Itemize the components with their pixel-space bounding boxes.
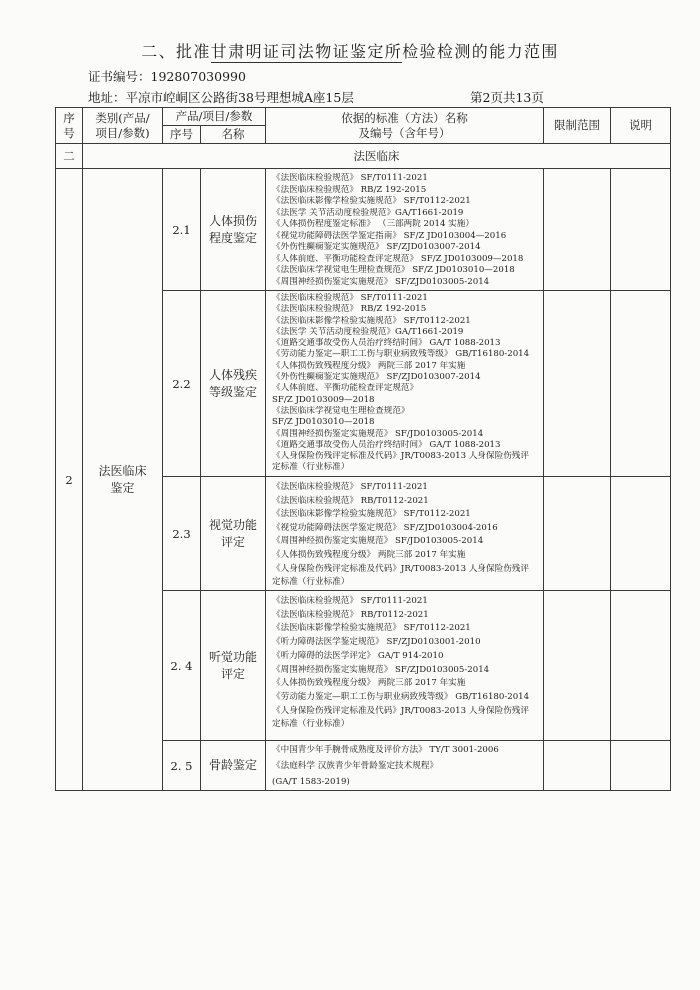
standard-line: 《法医临床检验规范》 RB/Z 192-2015 xyxy=(272,304,427,315)
standard-line: 《劳动能力鉴定—职工工伤与职业病致残等级》 GB/T16180-2014 xyxy=(272,349,530,360)
standard-line: 《人身保险伤残评定标准及代码》JR/T0083-2013 人身保险伤残评 xyxy=(272,705,529,716)
standard-line: 《人体前庭、平衡功能检查评定规范》 xyxy=(272,383,419,394)
note-cell xyxy=(611,169,671,291)
header-limit: 限制范围 xyxy=(544,108,611,144)
item-name: 骨龄鉴定 xyxy=(201,741,266,791)
standard-line: 《法医临床检验规范》 RB/T0112-2021 xyxy=(272,495,429,506)
standard-line: 《人体损伤致残程度分级》 两院三部 2017 年实施 xyxy=(272,678,466,689)
item-standards xyxy=(266,291,544,477)
header-row xyxy=(56,108,671,126)
limit-cell xyxy=(544,477,611,591)
standard-line: 《法医学 关节活动度检验规范》GA/T1661-2019 xyxy=(272,326,464,337)
item-name: 视觉功能评定 xyxy=(201,477,266,591)
header-product: 产品/项目/参数 xyxy=(163,108,266,126)
page-title xyxy=(0,39,700,62)
header-category-line: 项目/参数) xyxy=(95,125,150,140)
standard-line: (GA/T 1583-2019) xyxy=(272,777,350,787)
item-standards xyxy=(266,741,544,791)
standard-line: 《道路交通事故受伤人员治疗终结时间》 GA/T 1088-2013 xyxy=(272,439,501,450)
header-seq: 序号 xyxy=(56,108,83,144)
title-prefix: 二、批准 xyxy=(141,42,211,61)
standard-line: 定标准（行业标准） xyxy=(272,719,350,730)
header-product-seq: 序号 xyxy=(163,126,201,144)
header-standard-line: 依据的标准（方法）名称 xyxy=(341,110,468,125)
standard-line: SF/Z JD0103010—2018 xyxy=(272,417,375,428)
address: 地址：平凉市崆峒区公路街38号理想城A座15层 xyxy=(88,90,354,105)
item-standards xyxy=(266,169,544,291)
standard-line: 《周围神经损伤鉴定实施规范》 SF/ZJD0103005-2014 xyxy=(272,664,490,675)
standard-line: 《法庭科学 汉族青少年骨龄鉴定技术规程》 xyxy=(272,761,439,771)
item-seq: 2.2 xyxy=(163,291,201,477)
item-seq: 2. 5 xyxy=(163,741,201,791)
header-category xyxy=(83,108,163,144)
standard-line: 《法医临床影像学检验实施规范》 SF/T0112-2021 xyxy=(272,623,471,634)
title-suffix: 检验检测的能力范围 xyxy=(402,42,559,61)
item-standards xyxy=(266,591,544,741)
capability-scope-table xyxy=(55,107,671,791)
limit-cell xyxy=(544,291,611,477)
standard-line: 《人体损伤致残程度分级》 两院三部 2017 年实施 xyxy=(272,360,466,371)
certificate-number: 证书编号：192807030990 xyxy=(88,69,246,84)
note-cell xyxy=(611,591,671,741)
group-seq: 2 xyxy=(56,169,83,791)
group-category xyxy=(83,169,163,791)
standard-line: 《人身保险伤残评定标准及代码》JR/T0083-2013 人身保险伤残评 xyxy=(272,563,529,574)
section-title: 法医临床 xyxy=(83,144,671,169)
item-name: 人体残疾等级鉴定 xyxy=(201,291,266,477)
standard-line: 《中国青少年手腕骨成熟度及评价方法》 TY/T 3001-2006 xyxy=(272,745,499,755)
standard-line: 《法医学 关节活动度检验规范》GA/T1661-2019 xyxy=(272,207,464,218)
standard-line: 《周围神经损伤鉴定实施规范》 SF/ZJD0103005-2014 xyxy=(272,276,490,287)
standard-line: 《法医临床检验规范》 SF/T0111-2021 xyxy=(272,293,428,303)
group-category-label: 法医临床鉴定 xyxy=(98,463,147,495)
standard-line: 定标准（行业标准） xyxy=(272,577,350,588)
item-seq: 2. 4 xyxy=(163,591,201,741)
title-organization: 甘肃明证司法物证鉴定所 xyxy=(210,42,403,61)
standard-line: 《法医临床影像学检验实施规范》 SF/T0112-2021 xyxy=(272,509,471,520)
standard-line: 《听力障碍法医学鉴定规范》 SF/ZJD0103001-2010 xyxy=(272,637,481,648)
standard-line: 《人体损伤程度鉴定标准》 （三部两院 2014 实施） xyxy=(272,219,474,229)
item-standards xyxy=(266,477,544,591)
header-standard xyxy=(266,108,544,144)
header-product-name: 名称 xyxy=(201,126,266,144)
standard-line: 《听力障碍的法医学评定》 GA/T 914-2010 xyxy=(272,650,444,661)
standard-line: 《道路交通事故受伤人员治疗终结时间》 GA/T 1088-2013 xyxy=(272,338,501,349)
page-indicator: 第2页共13页 xyxy=(470,90,544,105)
standard-line: 《法医临床影像学检验实施规范》 SF/T0112-2021 xyxy=(272,196,471,206)
standard-line: 《人体前庭、平衡功能检查评定规范》 SF/Z JD0103009—2018 xyxy=(272,253,524,264)
table-row xyxy=(56,169,671,291)
header-category-line: 类别(产品/ xyxy=(95,110,150,125)
standard-line: 《视觉功能障碍法医学鉴定指南》 SF/Z JD0103004—2016 xyxy=(272,230,507,241)
standard-line: 《法医临床检验规范》 RB/Z 192-2015 xyxy=(272,184,427,195)
header-note: 说明 xyxy=(611,108,671,144)
standard-line: 《法医临床检验规范》 SF/T0111-2021 xyxy=(272,596,428,606)
standard-line: 《人体损伤致残程度分级》 两院三部 2017 年实施 xyxy=(272,549,466,560)
item-seq: 2.3 xyxy=(163,477,201,591)
section-seq: 二 xyxy=(56,144,83,169)
limit-cell xyxy=(544,741,611,791)
note-cell xyxy=(611,477,671,591)
standard-line: 《法医临床学视觉电生理检查规范》 SF/Z JD0103010—2018 xyxy=(272,265,515,275)
standard-line: 《外伤性癫痫鉴定实施规范》 SF/ZJD0103007-2014 xyxy=(272,372,481,383)
note-cell xyxy=(611,291,671,477)
item-name: 人体损伤程度鉴定 xyxy=(201,169,266,291)
standard-line: 《法医临床检验规范》 SF/T0111-2021 xyxy=(272,482,428,492)
section-row xyxy=(56,144,671,169)
standard-line: 《人身保险伤残评定标准及代码》JR/T0083-2013 人身保险伤残评 xyxy=(272,451,529,462)
standard-line: 《法医临床检验规范》 SF/T0111-2021 xyxy=(272,173,428,183)
standard-line: 《视觉功能障碍法医学鉴定规范》 SF/ZJD0103004-2016 xyxy=(272,522,498,533)
item-name: 听觉功能评定 xyxy=(201,591,266,741)
limit-cell xyxy=(544,169,611,291)
item-seq: 2.1 xyxy=(163,169,201,291)
standard-line: 《法医临床检验规范》 RB/T0112-2021 xyxy=(272,609,429,620)
standard-line: 《周围神经损伤鉴定实施规范》 SF/JD0103005-2014 xyxy=(272,536,484,547)
limit-cell xyxy=(544,591,611,741)
standard-line: SF/Z JD0103009—2018 xyxy=(272,394,375,405)
note-cell xyxy=(611,741,671,791)
standard-line: 《法医临床学视觉电生理检查规范》 xyxy=(272,405,410,416)
standard-line: 《外伤性癫痫鉴定实施规范》 SF/ZJD0103007-2014 xyxy=(272,242,481,252)
standard-line: 定标准（行业标准） xyxy=(272,462,350,473)
standard-line: 《法医临床影像学检验实施规范》 SF/T0112-2021 xyxy=(272,315,471,326)
standard-line: 《周围神经损伤鉴定实施规范》 SF/JD0103005-2014 xyxy=(272,428,484,439)
header-standard-line: 及编号（含年号） xyxy=(358,125,451,140)
standard-line: 《劳动能力鉴定—职工工伤与职业病致残等级》 GB/T16180-2014 xyxy=(272,691,530,702)
